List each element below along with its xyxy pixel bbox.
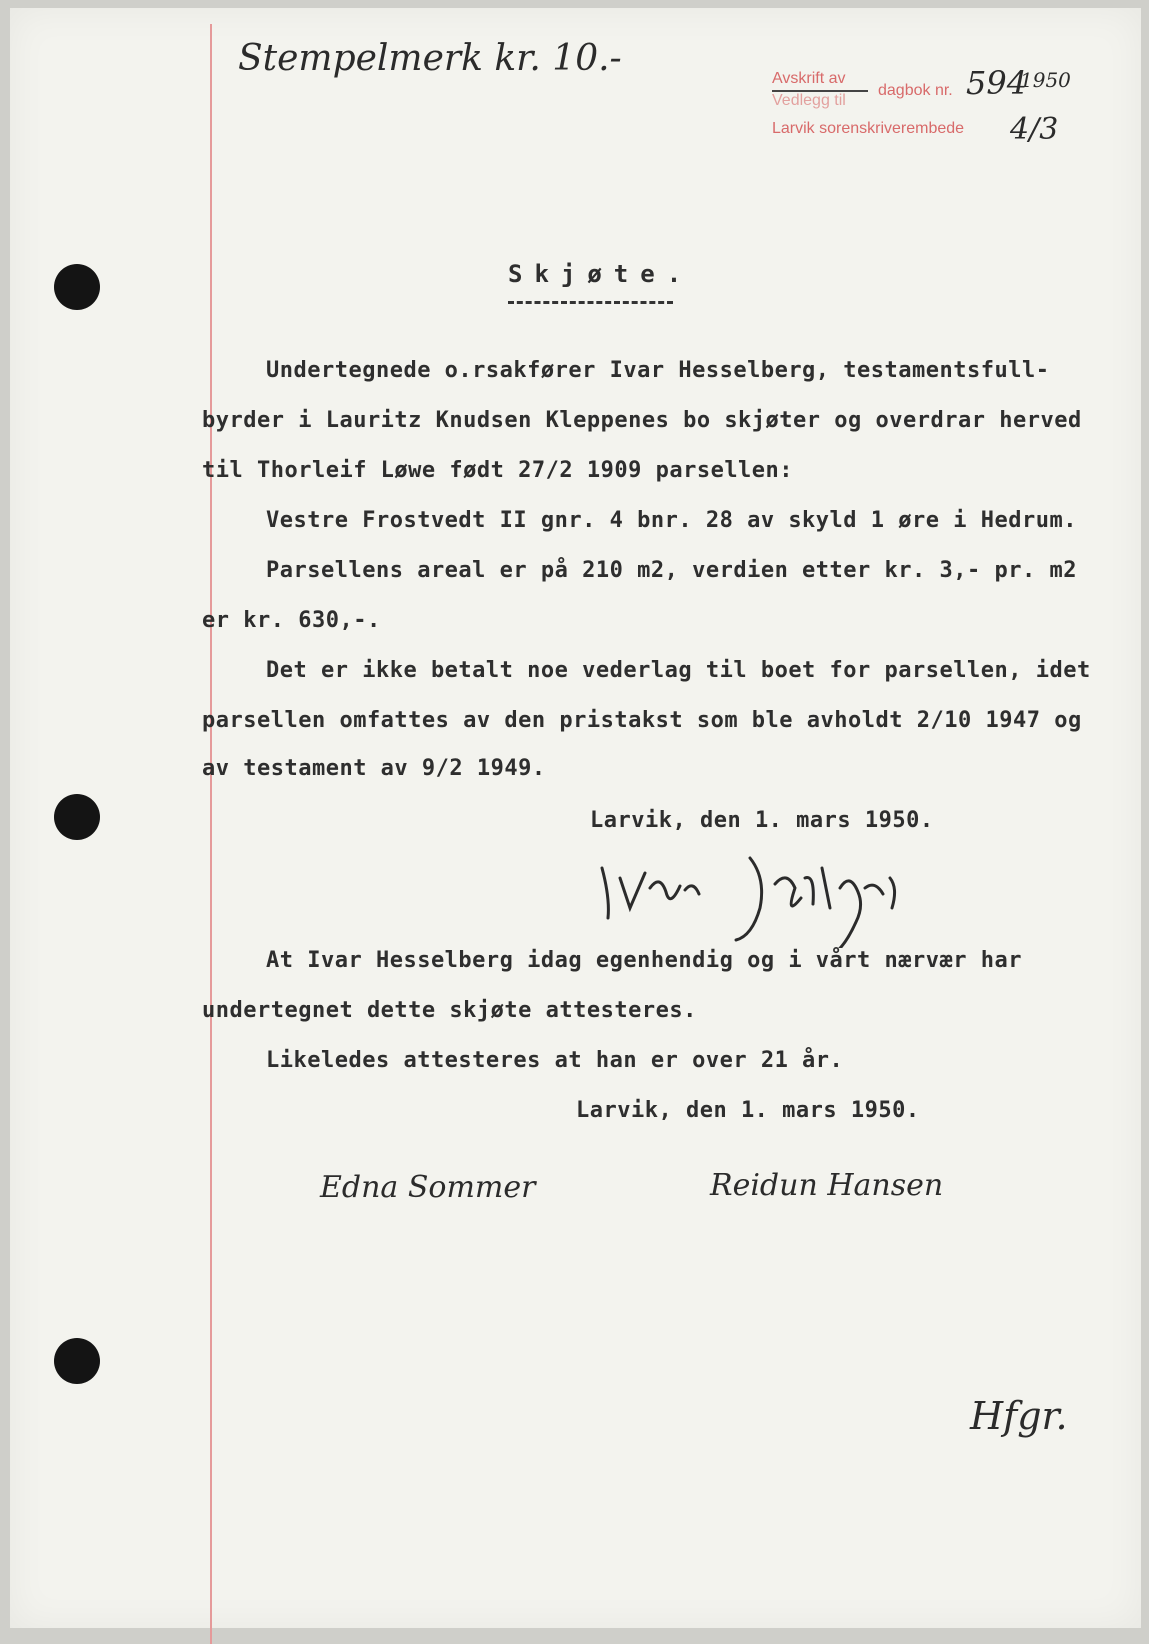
body-line: byrder i Lauritz Knudsen Kleppenes bo skjøter og overdrar herved [202, 408, 1082, 433]
body-line: Parsellens areal er på 210 m2, verdien etter kr. 3,- pr. m2 [266, 558, 1077, 583]
punch-hole [54, 264, 100, 310]
punch-hole [54, 794, 100, 840]
stamp-year: 1950 [1020, 68, 1071, 92]
attest-line: Likeledes attesteres at han er over 21 år. [266, 1048, 844, 1073]
stamp-dagbok: dagbok nr. [878, 82, 953, 99]
document-page [10, 8, 1141, 1628]
title-underline [508, 301, 673, 304]
body-line: Undertegnede o.rsakfører Ivar Hesselberg, testamentsfull- [266, 358, 1050, 383]
attest-place-date: Larvik, den 1. mars 1950. [576, 1098, 920, 1123]
document-title: Skjøte. [508, 260, 694, 288]
attest-line: At Ivar Hesselberg idag egenhendig og i vårt nærvær har [266, 948, 1022, 973]
place-date: Larvik, den 1. mars 1950. [590, 808, 934, 833]
signature-ivar-hesselberg [590, 848, 950, 948]
stempelmerk-note: Stempelmerk kr. 10.- [238, 38, 622, 79]
body-line: til Thorleif Løwe født 27/2 1909 parsellen: [202, 458, 794, 483]
margin-line [210, 24, 212, 1644]
attest-line: undertegnet dette skjøte attesteres. [202, 998, 697, 1023]
body-line: av testament av 9/2 1949. [202, 756, 546, 781]
body-line: parsellen omfattes av den pristakst som ble avholdt 2/10 1947 og [202, 708, 1082, 733]
body-line: Det er ikke betalt noe vederlag til boet for parsellen, idet [266, 658, 1091, 683]
dagbok-number: 594 [966, 64, 1028, 102]
stamp-office: Larvik sorenskriverembede [772, 120, 965, 137]
body-line: Vestre Frostvedt II gnr. 4 bnr. 28 av skyld 1 øre i Hedrum. [266, 508, 1077, 533]
initials-note: Hfgr. [970, 1394, 1068, 1438]
body-line: er kr. 630,-. [202, 608, 381, 633]
stamp-date: 4/3 [1010, 112, 1059, 147]
stamp-avskrift: Avskrift av [772, 70, 846, 87]
punch-hole [54, 1338, 100, 1384]
stamp-vedlegg: Vedlegg til [772, 92, 846, 109]
witness-signature: Reidun Hansen [710, 1168, 944, 1203]
witness-signature: Edna Sommer [320, 1170, 536, 1205]
